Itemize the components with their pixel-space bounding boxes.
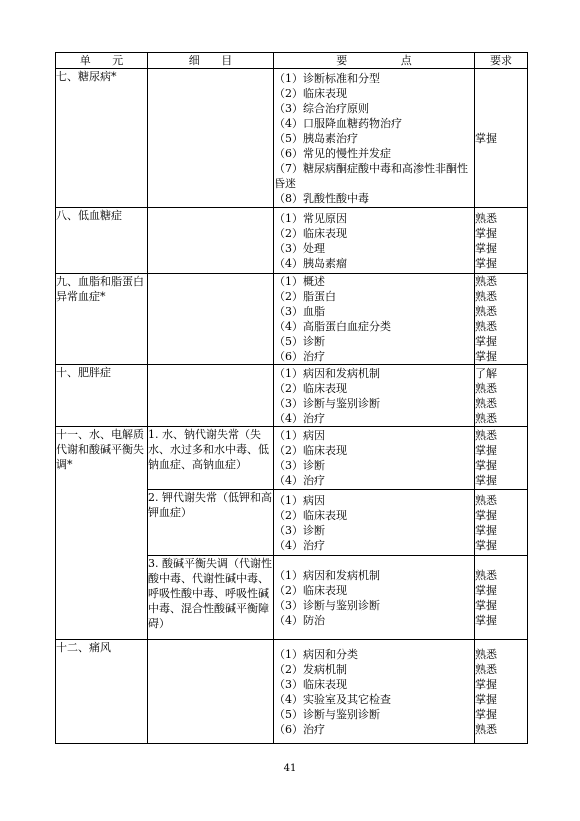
detail-cell [148, 556, 274, 640]
requirement-cell [475, 640, 528, 744]
requirement-item: 掌握 [475, 131, 497, 145]
requirement-cell [475, 427, 528, 490]
requirement-item: 掌握 [475, 459, 497, 472]
point-item: （1）病因 [274, 429, 325, 442]
requirement-item: 熟悉 [475, 275, 497, 288]
requirement-item: 掌握 [475, 692, 497, 706]
syllabus-table [55, 52, 528, 744]
point-item: （1）病因和发病机制 [274, 568, 380, 582]
page-number: 41 [283, 763, 297, 774]
point-item: （1）病因和发病机制 [274, 366, 380, 380]
points-cell [274, 274, 475, 365]
point-item: （2）临床表现 [274, 508, 347, 522]
point-item: （2）临床表现 [274, 444, 347, 457]
requirement-cell [475, 208, 528, 274]
unit-cell [56, 274, 148, 365]
requirement-cell [475, 556, 528, 640]
point-item: （4）高脂蛋白血症分类 [274, 320, 391, 333]
requirement-item: 掌握 [475, 707, 497, 721]
requirement-item: 掌握 [475, 474, 497, 487]
requirement-item: 掌握 [475, 508, 497, 522]
point-item: （6）常见的慢性并发症 [274, 146, 391, 160]
unit-title: 九、血脂和脂蛋白异常血症* [56, 275, 144, 303]
point-item: （3）诊断 [274, 459, 325, 472]
point-item: （8）乳酸性酸中毒 [274, 191, 369, 205]
header-detail: 细 目 [148, 53, 274, 69]
point-item: （3）临床表现 [274, 677, 347, 691]
points-cell [274, 69, 475, 208]
unit-cell [56, 208, 148, 274]
requirement-item: 掌握 [475, 677, 497, 691]
point-item: （5）诊断与鉴别诊断 [274, 707, 380, 721]
point-item: （3）综合治疗原则 [274, 101, 369, 115]
requirement-item: 掌握 [475, 538, 497, 552]
point-item: （5）胰岛素治疗 [274, 131, 358, 145]
requirement-item: 熟悉 [475, 722, 497, 736]
requirement-cell [475, 69, 528, 208]
unit-title: 十二、痛风 [56, 641, 111, 654]
unit-cell [56, 427, 148, 640]
unit-cell [56, 365, 148, 427]
requirement-cell [475, 365, 528, 427]
detail-cell [148, 490, 274, 556]
point-item: （2）发病机制 [274, 662, 347, 676]
requirement-item: 熟悉 [475, 662, 497, 676]
point-item: （4）治疗 [274, 538, 325, 552]
requirement-cell [475, 490, 528, 556]
requirement-item: 掌握 [475, 226, 497, 240]
point-item: （6）治疗 [274, 722, 325, 736]
requirement-cell [475, 274, 528, 365]
unit-cell [56, 69, 148, 208]
point-item: （1）诊断标准和分型 [274, 71, 380, 85]
point-item: （2）脂蛋白 [274, 290, 336, 303]
requirement-item: 掌握 [475, 256, 497, 270]
point-item: （5）诊断 [274, 335, 325, 348]
table-row [56, 274, 528, 365]
requirement-item: 熟悉 [475, 305, 497, 318]
requirement-item: 掌握 [475, 335, 497, 348]
point-item: （4）口服降血糖药物治疗 [274, 116, 402, 130]
point-item: （6）治疗 [274, 350, 325, 363]
requirement-item: 掌握 [475, 583, 497, 597]
point-item: （3）处理 [274, 241, 325, 255]
table-row [56, 365, 528, 427]
point-item: （2）临床表现 [274, 226, 347, 240]
point-item: （2）临床表现 [274, 583, 347, 597]
requirement-item: 掌握 [475, 350, 497, 363]
point-item: （2）临床表现 [274, 381, 347, 395]
requirement-item: 掌握 [475, 241, 497, 255]
point-item: （4）胰岛素瘤 [274, 256, 347, 270]
point-item: （2）临床表现 [274, 86, 347, 100]
table-header-row [56, 53, 528, 69]
requirement-item: 熟悉 [475, 568, 497, 582]
unit-title: 十一、水、电解质代谢和酸碱平衡失调* [56, 428, 144, 471]
points-cell [274, 490, 475, 556]
points-cell [274, 208, 475, 274]
requirement-item: 熟悉 [475, 396, 497, 410]
points-cell [274, 427, 475, 490]
table-row [56, 69, 528, 208]
unit-title: 八、低血糖症 [56, 209, 122, 222]
requirement-item: 熟悉 [475, 647, 497, 661]
detail-cell [148, 274, 274, 365]
requirement-item: 了解 [475, 366, 497, 380]
requirement-item: 熟悉 [475, 411, 497, 425]
point-item: （4）治疗 [274, 474, 325, 487]
detail-text: 3. 酸碱平衡失调（代谢性酸中毒、代谢性碱中毒、呼吸性酸中毒、呼吸性碱中毒、混合性酸碱平衡障碍） [148, 557, 272, 630]
unit-cell [56, 640, 148, 744]
requirement-item: 熟悉 [475, 320, 497, 333]
requirement-item: 熟悉 [475, 290, 497, 303]
header-requirement: 要求 [475, 53, 528, 69]
detail-cell [148, 365, 274, 427]
points-cell [274, 365, 475, 427]
detail-cell [148, 640, 274, 744]
header-unit: 单 元 [56, 53, 148, 69]
points-cell [274, 640, 475, 744]
requirement-item: 熟悉 [475, 493, 497, 507]
detail-cell [148, 69, 274, 208]
point-item: （3）诊断与鉴别诊断 [274, 598, 380, 612]
point-item: （4）治疗 [274, 411, 325, 425]
unit-title: 十、肥胖症 [56, 366, 111, 379]
point-item: （1）概述 [274, 275, 325, 288]
requirement-item: 熟悉 [475, 211, 497, 225]
table-row [56, 427, 528, 490]
requirement-item: 掌握 [475, 613, 497, 627]
point-item: （1）病因 [274, 493, 325, 507]
requirement-item: 掌握 [475, 444, 497, 457]
points-cell [274, 556, 475, 640]
detail-text: 1. 水、钠代谢失常（失水、水过多和水中毒、低钠血症、高钠血症） [148, 428, 269, 471]
requirement-item: 熟悉 [475, 381, 497, 395]
point-item: （4）实验室及其它检查 [274, 692, 391, 706]
point-item: （1）常见原因 [274, 211, 347, 225]
requirement-item: 掌握 [475, 523, 497, 537]
table-row [56, 640, 528, 744]
requirement-item: 掌握 [475, 598, 497, 612]
unit-title: 七、糖尿病* [56, 70, 117, 83]
point-item: （3）诊断 [274, 523, 325, 537]
requirement-item: 熟悉 [475, 429, 497, 442]
detail-text: 2. 钾代谢失常（低钾和高钾血症） [148, 491, 272, 519]
header-points: 要 点 [274, 53, 475, 69]
point-item: （4）防治 [274, 613, 325, 627]
point-item: （3）诊断与鉴别诊断 [274, 396, 380, 410]
detail-cell [148, 427, 274, 490]
detail-cell [148, 208, 274, 274]
point-item: （1）病因和分类 [274, 647, 358, 661]
point-item: （3）血脂 [274, 305, 325, 318]
point-item: （7）糖尿病酮症酸中毒和高渗性非酮性昏迷 [274, 161, 468, 190]
table-row [56, 208, 528, 274]
